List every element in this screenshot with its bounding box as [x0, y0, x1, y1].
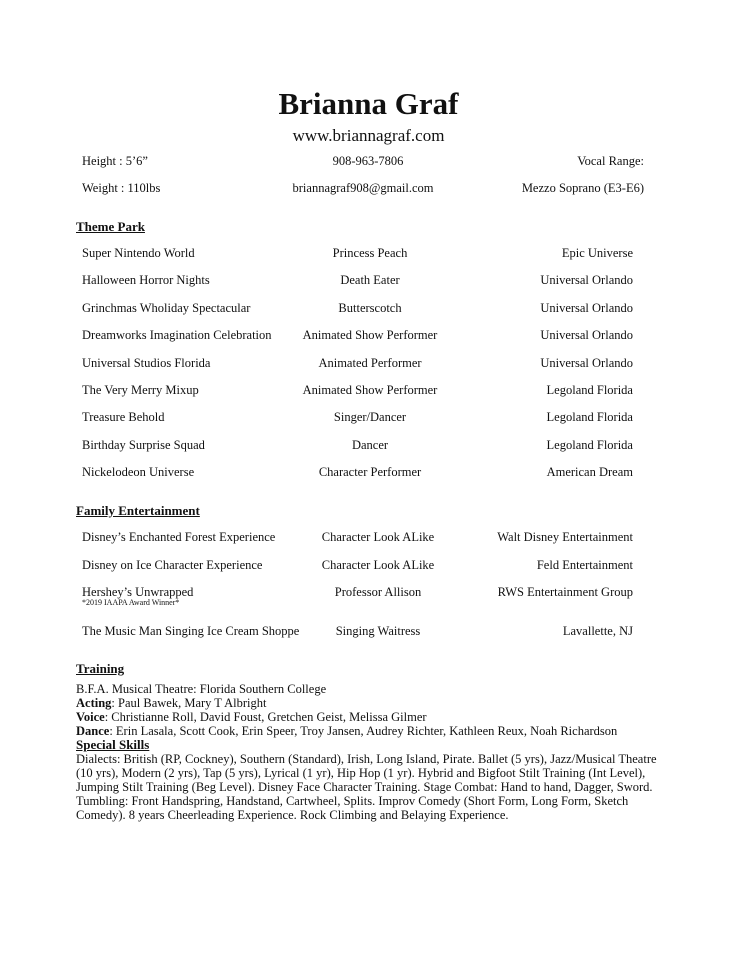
- role-name: Animated Performer: [318, 356, 422, 370]
- training-text: : Paul Bawek, Mary T Albright: [111, 696, 267, 710]
- role-name: Animated Show Performer: [302, 383, 438, 397]
- venue-name: Legoland Florida: [546, 410, 633, 424]
- show-name: Grinchmas Wholiday Spectacular: [82, 301, 251, 315]
- table-row: [0, 558, 737, 574]
- venue-name: Universal Orlando: [540, 301, 633, 315]
- training-section: [76, 682, 617, 738]
- show-name: The Very Merry Mixup: [82, 383, 199, 397]
- resume-name: Brianna Graf: [278, 86, 459, 121]
- skills-line: Comedy). 8 years Cheerleading Experience. Rock Climbing and Belaying Experience.: [76, 808, 509, 822]
- award-note: *2019 IAAPA Award Winner*: [82, 598, 180, 607]
- special-skills-text: [76, 752, 657, 822]
- venue-name: RWS Entertainment Group: [497, 585, 633, 599]
- show-name: Halloween Horror Nights: [82, 273, 210, 287]
- show-name: Treasure Behold: [82, 410, 165, 424]
- special-skills-heading: Special Skills: [76, 737, 150, 752]
- training-label: Dance: [76, 724, 110, 738]
- training-label: Acting: [76, 696, 112, 710]
- role-name: Singing Waitress: [335, 624, 421, 638]
- role-name: Character Look ALike: [321, 530, 435, 544]
- role-name: Animated Show Performer: [302, 328, 438, 342]
- venue-name: American Dream: [546, 465, 633, 479]
- venue-name: Walt Disney Entertainment: [497, 530, 633, 544]
- venue-name: Feld Entertainment: [536, 558, 633, 572]
- theme-park-heading: Theme Park: [76, 219, 145, 234]
- skills-line: Tumbling: Front Handspring, Handstand, Cartwheel, Splits. Improv Comedy (Short Form, Long Form, Sketch: [76, 794, 629, 808]
- weight-text: Weight : 110lbs: [82, 181, 161, 195]
- table-row: [0, 438, 737, 454]
- website-link[interactable]: www.briannagraf.com: [292, 126, 445, 145]
- role-name: Professor Allison: [334, 585, 422, 599]
- role-name: Character Performer: [318, 465, 422, 479]
- training-acting: [76, 696, 617, 710]
- table-row: [0, 273, 737, 289]
- phone-text: 908-963-7806: [332, 154, 404, 168]
- show-name: Nickelodeon Universe: [82, 465, 195, 479]
- training-label: Voice: [76, 710, 105, 724]
- training-degree: B.F.A. Musical Theatre: Florida Southern College: [76, 682, 327, 696]
- venue-name: Lavallette, NJ: [562, 624, 633, 638]
- table-row: [0, 530, 737, 546]
- role-name: Butterscotch: [338, 301, 402, 315]
- show-name: Disney’s Enchanted Forest Experience: [82, 530, 276, 544]
- table-row: [0, 328, 737, 344]
- venue-name: Universal Orlando: [540, 328, 633, 342]
- role-name: Death Eater: [340, 273, 400, 287]
- skills-line: Dialects: British (RP, Cockney), Southern (Standard), Irish, Long Island, Pirate. Ballet (5 yrs), Jazz/Musical Theatre: [76, 752, 657, 766]
- vocal-range-label: Vocal Range:: [577, 154, 644, 168]
- venue-name: Universal Orlando: [540, 273, 633, 287]
- role-name: Character Look ALike: [321, 558, 435, 572]
- role-name: Singer/Dancer: [333, 410, 407, 424]
- show-name: The Music Man Singing Ice Cream Shoppe: [82, 624, 300, 638]
- table-row: [0, 246, 737, 262]
- training-heading: Training: [76, 661, 125, 676]
- email-link[interactable]: briannagraf908@gmail.com: [292, 181, 434, 195]
- show-name: Universal Studios Florida: [82, 356, 211, 370]
- table-row: [0, 301, 737, 317]
- table-row: [0, 465, 737, 481]
- table-row: [0, 383, 737, 399]
- training-text: : Erin Lasala, Scott Cook, Erin Speer, Troy Jansen, Audrey Richter, Kathleen Reux, Noah Richardson: [109, 724, 618, 738]
- role-name: Princess Peach: [332, 246, 408, 260]
- venue-name: Epic Universe: [561, 246, 633, 260]
- show-name: Super Nintendo World: [82, 246, 195, 260]
- training-dance: [76, 724, 617, 738]
- training-voice: [76, 710, 617, 724]
- training-text: : Christianne Roll, David Foust, Gretchen Geist, Melissa Gilmer: [104, 710, 427, 724]
- vocal-range-value: Mezzo Soprano (E3-E6): [521, 181, 644, 195]
- family-entertainment-heading: Family Entertainment: [76, 503, 200, 518]
- show-name: Disney on Ice Character Experience: [82, 558, 263, 572]
- table-row: [0, 356, 737, 372]
- table-row: [0, 585, 737, 607]
- skills-line: (10 yrs), Modern (2 yrs), Tap (5 yrs), Lyrical (1 yr), Hip Hop (1 yr). Hybrid and Bigfoot Stilt Training (Int Level),: [76, 766, 646, 780]
- table-row: [0, 624, 737, 640]
- venue-name: Legoland Florida: [546, 438, 633, 452]
- show-name: Dreamworks Imagination Celebration: [82, 328, 272, 342]
- show-name: Birthday Surprise Squad: [82, 438, 205, 452]
- table-row: [0, 410, 737, 426]
- show-name: Hershey’s Unwrapped: [82, 585, 194, 599]
- venue-name: Universal Orlando: [540, 356, 633, 370]
- role-name: Dancer: [351, 438, 389, 452]
- skills-line: Jumping Stilt Training (Beg Level). Disney Face Character Training. Stage Combat: Hand to hand, Dagger, Sword.: [76, 780, 653, 794]
- venue-name: Legoland Florida: [546, 383, 633, 397]
- height-text: Height : 5’6”: [82, 154, 148, 168]
